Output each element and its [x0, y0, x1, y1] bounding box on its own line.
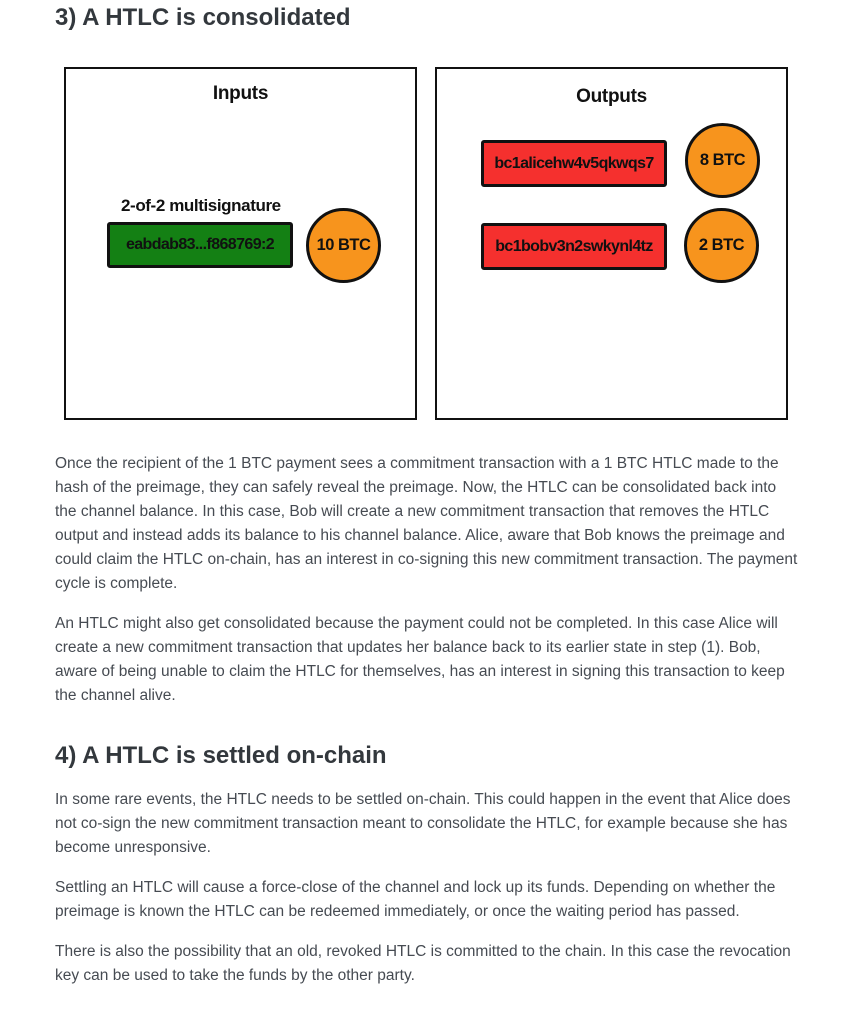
paragraph: Settling an HTLC will cause a force-close of the channel and lock up its funds. Depending on whether the preimage is known the HTLC can be redeemed immediately, or once the waiting period has passed.: [55, 879, 776, 920]
multisig-label: 2-of-2 multisignature: [121, 196, 281, 215]
paragraph: Once the recipient of the 1 BTC payment sees a commitment transaction with a 1 BTC HTLC made to the hash of the preimage, they can safely reveal the preimage. Now, the HTLC can be consolidated back into the channel balance. In this case, Bob will create a new commitment transaction that removes the HTLC output and instead adds its balance to his channel balance. Alice, aware that Bob knows the preimage and could claim the HTLC on-chain, has an interest in co-signing this new commitment transaction. The payment cycle is complete.: [55, 455, 798, 592]
output-address-bob: bc1bobv3n2swkynl4tz: [481, 223, 667, 270]
output-amount-coin-alice: 8 BTC: [685, 123, 760, 198]
section-heading-htlc-consolidated: 3) A HTLC is consolidated: [55, 4, 351, 31]
paragraph: An HTLC might also get consolidated because the payment could not be completed. In this case Alice will create a new commitment transaction that updates her balance back to its earlier state in step (1). Bob, aware of being unable to claim the HTLC for themselves, has an interest in signing this transaction to keep the channel alive.: [55, 615, 785, 704]
paragraph: In some rare events, the HTLC needs to be settled on-chain. This could happen in the event that Alice does not co-sign the new commitment transaction meant to consolidate the HTLC, for example because she has become unresponsive.: [55, 791, 791, 856]
input-amount-coin: 10 BTC: [306, 208, 381, 283]
inputs-panel: [64, 67, 417, 420]
outputs-title: Outputs: [576, 86, 647, 107]
paragraph: There is also the possibility that an old, revoked HTLC is committed to the chain. In this case the revocation key can be used to take the funds by the other party.: [55, 943, 791, 984]
outputs-panel: [435, 67, 788, 420]
section-heading-htlc-settled-on-chain: 4) A HTLC is settled on-chain: [55, 742, 387, 769]
output-address-alice: bc1alicehw4v5qkwqs7: [481, 140, 667, 187]
inputs-title: Inputs: [212, 83, 269, 104]
output-amount-coin-bob: 2 BTC: [684, 208, 759, 283]
input-txid-box: eabdab83...f868769:2: [107, 222, 293, 268]
